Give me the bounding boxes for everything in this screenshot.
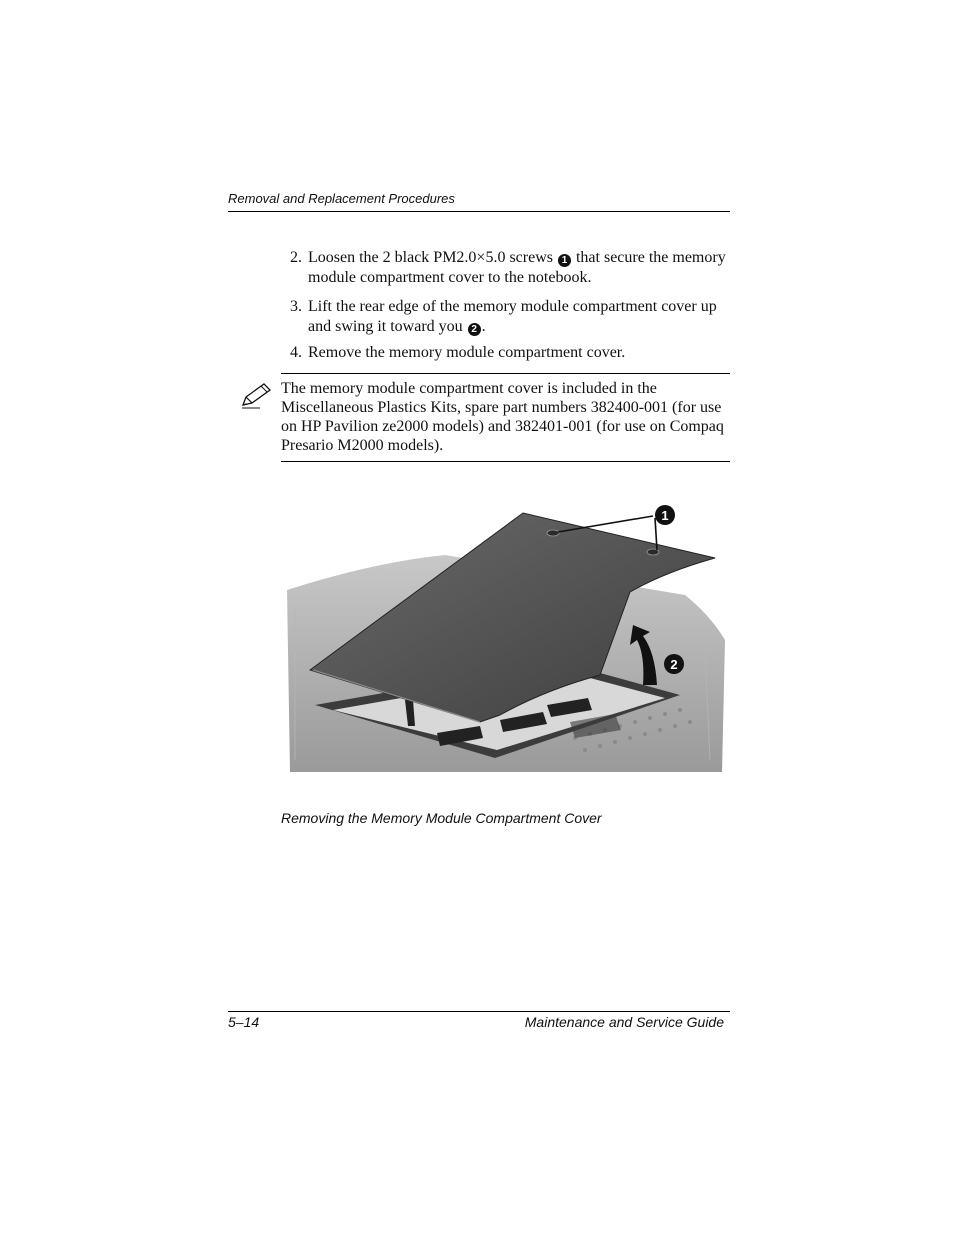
- note-bottom-rule: [281, 461, 730, 462]
- page-number: 5–14: [228, 1014, 260, 1030]
- memory-cover-illustration: [285, 500, 730, 790]
- figure-caption: Removing the Memory Module Compartment Cover: [281, 810, 602, 826]
- step-text: Loosen the 2 black PM2.0×5.0 screws 1 that secure the memory module compartment cover to the notebook.: [308, 249, 726, 286]
- note-text: The memory module compartment cover is included in the Miscellaneous Plastics Kits, spare part numbers 382400-001 (for use on HP Pavilion ze2000 models) and 382401-001 (for use on Compaq Presario M2000 models).: [281, 380, 724, 454]
- guide-title: Maintenance and Service Guide: [524, 1014, 724, 1030]
- svg-text:2: 2: [670, 657, 678, 672]
- note-top-rule: [281, 373, 730, 374]
- section-title: Removal and Replacement Procedures: [228, 191, 455, 206]
- callout-1-icon: 1: [558, 254, 571, 267]
- svg-text:1: 1: [661, 508, 669, 523]
- step-number: 4.: [290, 344, 302, 361]
- step-text: Remove the memory module compartment cover.: [308, 344, 626, 361]
- step-number: 3.: [290, 298, 302, 315]
- step-text: Lift the rear edge of the memory module compartment cover up and swing it toward you 2 .: [308, 298, 717, 335]
- callout-2-icon: 2: [468, 323, 481, 336]
- step-number: 2.: [290, 249, 302, 266]
- pencil-note-icon: [240, 381, 274, 409]
- header-rule: [228, 211, 730, 212]
- footer-rule: [228, 1011, 730, 1012]
